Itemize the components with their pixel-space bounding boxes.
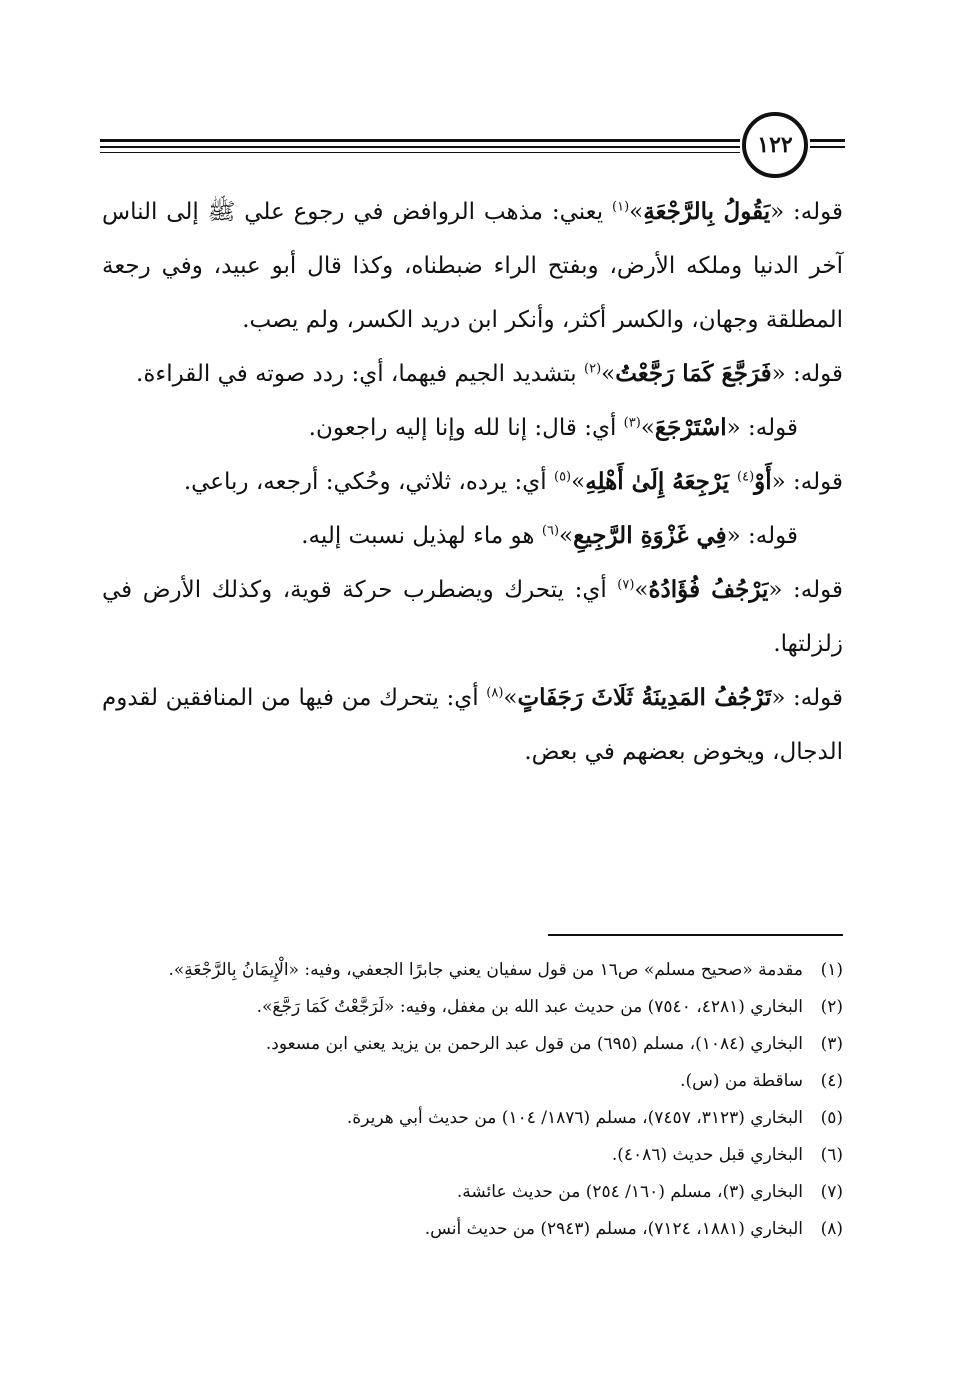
footnote-number: (٣) (820, 1034, 843, 1054)
paragraph-text: أي: يتحرك ويضطرب حركة قوية، وكذلك الأرض في زلزلتها. (102, 577, 843, 657)
paragraph-text: بتشديد الجيم فيهما، أي: ردد صوته في القراءة. (136, 361, 584, 387)
paragraph (102, 347, 843, 401)
paragraph-prefix: قوله: « (770, 199, 843, 225)
footnote-number: (٤) (820, 1071, 843, 1091)
main-text (102, 185, 843, 779)
paragraph-prefix: قوله: « (726, 523, 798, 549)
quote-close: » (634, 577, 649, 603)
paragraph-prefix: قوله: « (771, 469, 843, 495)
footnote (102, 989, 843, 1026)
paragraph (102, 401, 843, 455)
paragraph (102, 563, 843, 671)
quoted-word: تَرْجُفُ المَدِينَةُ ثَلَاثَ رَجَفَاتٍ (517, 684, 772, 711)
paragraph-prefix: قوله: « (771, 685, 844, 711)
paragraph-text: يعني: مذهب الروافض في رجوع علي ﷺ إلى الناس آخر الدنيا وملكه الأرض، وبفتح الراء ضبطناه، وكذا قال أبو عبيد، وفي رجعة المطلقة وجهان، والكسر أكثر، وأنكر ابن دريد الكسر، ولم يصب. (102, 199, 843, 333)
footnote-ref[interactable]: (٨) (486, 685, 504, 701)
paragraph-prefix: قوله: « (771, 361, 843, 387)
paragraph (102, 185, 843, 347)
footnote-ref[interactable]: (٢) (584, 361, 602, 377)
footnote-ref[interactable]: (٣) (623, 415, 641, 431)
page-header (100, 112, 845, 192)
footnote-text: البخاري (١٨٨١، ٧١٢٤)، مسلم (٢٩٤٣) من حديث أنس. (424, 1219, 803, 1239)
footnote-number: (٥) (820, 1108, 843, 1128)
footnote-ref[interactable]: (٥) (553, 469, 572, 485)
footnote-number: (٦) (820, 1145, 843, 1165)
paragraph (102, 455, 843, 509)
quoted-word: اسْتَرْجَعَ (654, 414, 727, 441)
quote-close: » (629, 199, 644, 225)
footnote (102, 952, 843, 989)
footnote-text: البخاري قبل حديث (٤٠٨٦). (611, 1145, 803, 1165)
footnotes (102, 952, 843, 1248)
header-rule-tail (810, 146, 845, 148)
paragraph-prefix: قوله: « (726, 415, 798, 441)
footnote (102, 1100, 843, 1137)
paragraph-text: أي: يرده، ثلاثي، وحُكي: أرجعه، رباعي. (183, 469, 554, 495)
quoted-word: يَرْجِعَهُ إِلَىٰ أَهْلِهِ (585, 468, 737, 495)
footnote-separator (548, 934, 843, 936)
quote-close: » (571, 469, 586, 495)
paragraph (102, 509, 843, 563)
header-rule (100, 146, 740, 148)
quoted-word: أَوْ (754, 468, 772, 495)
quoted-word: يَرْجُفُ فُؤَادُهُ (648, 576, 769, 603)
footnote-number: (١) (820, 960, 843, 980)
header-rule (100, 139, 740, 142)
header-rule-tail (810, 139, 845, 142)
footnote-number: (٨) (820, 1219, 843, 1239)
quote-close: » (503, 685, 518, 711)
footnote-ref[interactable]: (٧) (617, 577, 635, 593)
quote-close: » (640, 415, 655, 441)
footnote (102, 1211, 843, 1248)
footnote-ref[interactable]: (٦) (541, 523, 560, 539)
footnote-text: مقدمة «صحيح مسلم» ص١٦ من قول سفيان يعني جابرًا الجعفي، وفيه: «الْإِيمَانُ بِالرَّجْعَةِ». (168, 960, 803, 980)
quote-close: » (601, 361, 616, 387)
footnote-text: البخاري (٣١٢٣، ٧٤٥٧)، مسلم (١٨٧٦/ ١٠٤) من حديث أبي هريرة. (346, 1108, 803, 1128)
footnote-ref[interactable]: (١) (612, 199, 630, 215)
footnote (102, 1063, 843, 1100)
footnote (102, 1174, 843, 1211)
quoted-word: فِي غَزْوَةِ الرَّجِيعِ (573, 522, 727, 549)
quote-close: » (559, 523, 574, 549)
footnote-number: (٧) (820, 1182, 843, 1202)
footnote-text: البخاري (١٠٨٤)، مسلم (٦٩٥) من قول عبد الرحمن بن يزيد يعني ابن مسعود. (265, 1034, 803, 1054)
paragraph-text: أي: يتحرك من فيها من المنافقين لقدوم الدجال، ويخوض بعضهم في بعض. (102, 685, 843, 765)
page-number: ١٢٢ (742, 112, 808, 178)
footnote-text: ساقطة من (س). (680, 1071, 803, 1091)
footnote-text: البخاري (٣)، مسلم (١٦٠/ ٢٥٤) من حديث عائشة. (456, 1182, 803, 1202)
quoted-word: فَرَجَّعَ كَمَا رَجَّعْتُ (615, 360, 772, 387)
footnote (102, 1137, 843, 1174)
paragraph-prefix: قوله: « (768, 577, 843, 603)
paragraph-text: هو ماء لهذيل نسبت إليه. (301, 523, 542, 549)
paragraph-text: أي: قال: إنا لله وإنا إليه راجعون. (308, 415, 624, 441)
footnote-text: البخاري (٤٢٨١، ٧٥٤٠) من حديث عبد الله بن مغفل، وفيه: «لَرَجَّعْتُ كَمَا رَجَّعَ». (256, 997, 803, 1017)
footnote-number: (٢) (820, 997, 843, 1017)
footnote (102, 1026, 843, 1063)
paragraph (102, 671, 843, 779)
footnote-ref[interactable]: (٤) (737, 469, 755, 485)
header-rule (100, 152, 740, 153)
quoted-word: يَقُولُ بِالرَّجْعَةِ (643, 198, 771, 225)
